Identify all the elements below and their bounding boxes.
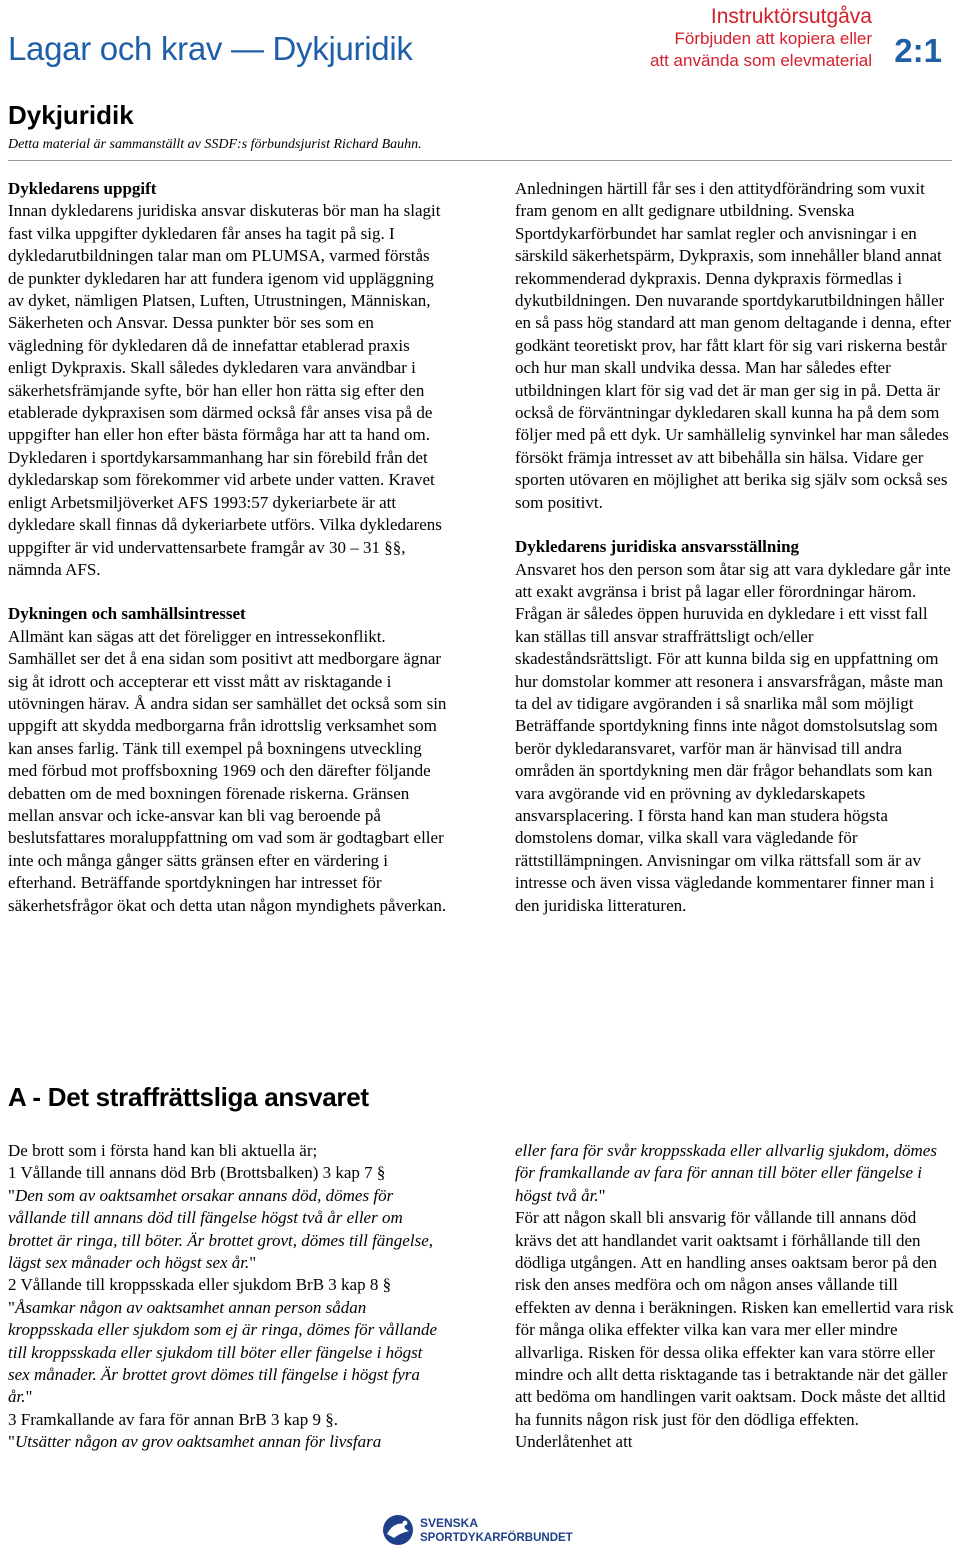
logo-text-line1: SVENSKA [420,1516,479,1530]
header-title: Lagar och krav — Dykjuridik [8,30,413,67]
paragraph: För att någon skall bli ansvarig för vållande till annans död krävs det att handlandet varit oaktsamt i förhållande till den dödliga utgången. Att en handling anses oaktsam beror på den risk den anses medföra och om någon anses vållande till effekten av denna i beräkningen. Risken kan emellertid vara risk för många olika effekter vilka kan vara mer eller mindre allvarliga. Risken för dessa olika effekter kan vara större eller mindre och allt detta risktagande tas i betraktande när det gäller att bedöma om handlingen varit oaktsam. Dock måste det alltid ha funnits någon risk just för den dödliga effekten. Underlåtenhet att [515,1208,954,1452]
ssdf-logo [380,1512,580,1548]
paragraph: Ansvaret hos den person som åtar sig att vara dykledare går inte att exakt avgränsa i brist på lagar eller förordningar härom. Frågan är således öppen huruvida en dykledare i ett visst fall kan ställas till ansvar straffrättsligt och/eller skadeståndsrättsligt. För att kunna bilda sig en uppfattning om hur domstolar kommer att resonera i ansvarsfrågan, måste man ta del av tidigare avgöranden i så snarlika mål som möjligt Beträffande sportdykning finns inte något domstolsutslag som berör dykledaransvaret, varför man är hänvisad till andra områden än sportdykning men där frågor behandlats som kan vara avgörande vid en prövning av dykledarskapets ansvarsplacering. I första hand kan man studera högsta domstolens domar, vilka skall vara vägledande för rättstillämpningen. Anvisningar om vilka rättsfall som är av intresse och även vissa vägledande kommentarer finner man i den juridiska litteraturen. [515,559,951,915]
copy-restriction-line1: Förbjuden att kopiera eller [674,29,872,48]
instructor-edition-notice [650,6,872,72]
law-quote: "Utsätter någon av grov oaktsamhet annan för livsfara [8,1432,382,1452]
author-note: Detta material är sammanställt av SSDF:s förbundsjurist Richard Bauhn. [8,137,422,152]
edition-label: Instruktörsutgåva [710,5,872,28]
paragraph: De brott som i första hand kan bli aktuella är; [8,1141,318,1160]
page-number: 2:1 [894,32,942,69]
column-left-bottom [8,1140,448,1454]
header-divider [8,160,952,161]
law-quote-continued: eller fara för svår kroppsskada eller allvarlig sjukdom, dömes för framkallande av fara för annan till böter eller fängelse i högst två år." [515,1141,937,1205]
column-right-bottom [515,1140,955,1454]
paragraph: Innan dykledarens juridiska ansvar diskuteras bör man ha slagit fast vilka uppgifter dykledaren får anses ha tagit på sig. I dykledarutbildningen talar man om PLUMSA, varmed förstås de punkter dykledaren har att fundera igenom vid uppläggning av dyket, nämligen Platsen, Luften, Utrustningen, Människan, Säkerheten och Ansvar. Dessa punkter bör ses som en vägledning för dykledaren då de innefattar etablerad praxis enligt Dykpraxis. Skall således dykledaren vara användbar i säkerhetsfrämjande syfte, bör han eller hon rätta sig efter den etablerade dykpraxisen som därmed också får anses visa på de uppgifter han eller hon efter bästa förmåga har att ta hand om. Dykledaren i sportdykarsammanhang har sin förebild från det dykledarskap som förekommer vid arbete under vatten. Kravet enligt Arbetsmiljöverket AFS 1993:57 dykeriarbete är att dykledare skall finnas då dykeriarbete utförs. Vilka dykledarens uppgifter är vid undervattensarbete framgår av 30 – 31 §§, nämnda AFS. [8,201,442,579]
paragraph: Anledningen härtill får ses i den attitydförändring som vuxit fram genom en allt gedignare utbildning. Svenska Sportdykarförbundet har samlat regler och anvisningar i en särskild säkerhetspärm, Dykpraxis, som innehåller bland annat rekommenderad dykpraxis. Denna dykpraxis förmedlas i dykutbildningen. Den nuvarande sportdykarutbildningen håller en så pass hög standard att man genom deltagande i denna, efter godkänt teoretiskt prov, har fått klart för sig vari riskerna består och hur man skall undvika dessa. Man har således efter utbildningen klart för sig vad det är man ger sig in på. Detta är också de förväntningar dykledaren skall kunna ha på dem som följer med på ett dyk. Ur samhällelig synvinkel har man således försökt främja intresset av att bibehålla sin hälsa. Vidare ger sporten utövaren en möjlighet att berika sig själv som också ses som positivt. [515,179,952,512]
law-reference: 1 Vållande till annans död Brb (Brottsbalken) 3 kap 7 § [8,1163,386,1183]
copy-restriction-line2: att använda som elevmaterial [649,51,872,70]
law-quote: "Den som av oaktsamhet orsakar annans död, dömes för vållande till annans död till fängelse högst två år eller om brottet är ringa, till böter. Är brottet grovt, dömes till fängelse, lägst sex månader och högst sex år." [8,1185,433,1273]
section-heading-straffrattsliga-ansvaret: A - Det straffrättsliga ansvaret [8,1082,369,1112]
paragraph: Allmänt kan sägas att det föreligger en intressekonflikt. Samhället ser det å ena sidan som positivt att medborgare ägnar sig åt idrott och accepterar ett visst mått av risktagande i utövningen härav. Å andra sidan ser samhället det också som sin uppgift att skydda medborgarna från idrottslig verksamhet som kan anses farlig. Tänk till exempel på boxningens utveckling med förbud mot proffsboxning 1969 och den därefter följande debatten om de med boxningen förenade riskerna. Gränsen mellan ansvar och icke-ansvar kan bli vag beroende på beslutsfattares moraluppfattning om vad som är godtagbart eller inte och många gånger sätts gränsen efter en värdering i efterhand. Beträffande sportdykningen har intresset för säkerhetsfrågor ökat och detta utan någon myndighets påverkan. [8,626,447,915]
section-heading-samhallsintresset: Dykningen och samhällsintresset [8,604,246,624]
law-reference: 2 Vållande till kroppsskada eller sjukdom BrB 3 kap 8 § [8,1275,392,1295]
column-left-top [8,178,448,917]
section-heading-ansvarsstallning: Dykledarens juridiska ansvarsställning [515,537,800,557]
diver-icon [383,1515,413,1545]
logo-text-line2: SPORTDYKARFÖRBUNDET [420,1532,573,1544]
law-reference: 3 Framkallande av fara för annan BrB 3 kap 9 §. [8,1409,338,1429]
column-right-top [515,178,955,917]
law-quote: "Åsamkar någon av oaktsamhet annan person sådan kroppsskada eller sjukdom som ej är ringa, dömes för vållande till kroppsskada eller sjukdom till böter eller fängelse i högst sex månader. Är brottet grovt dömes till fängelse i högst fyra år." [8,1297,438,1407]
section-heading-dykledarens-uppgift: Dykledarens uppgift [8,179,157,198]
document-title: Dykjuridik [8,100,134,130]
